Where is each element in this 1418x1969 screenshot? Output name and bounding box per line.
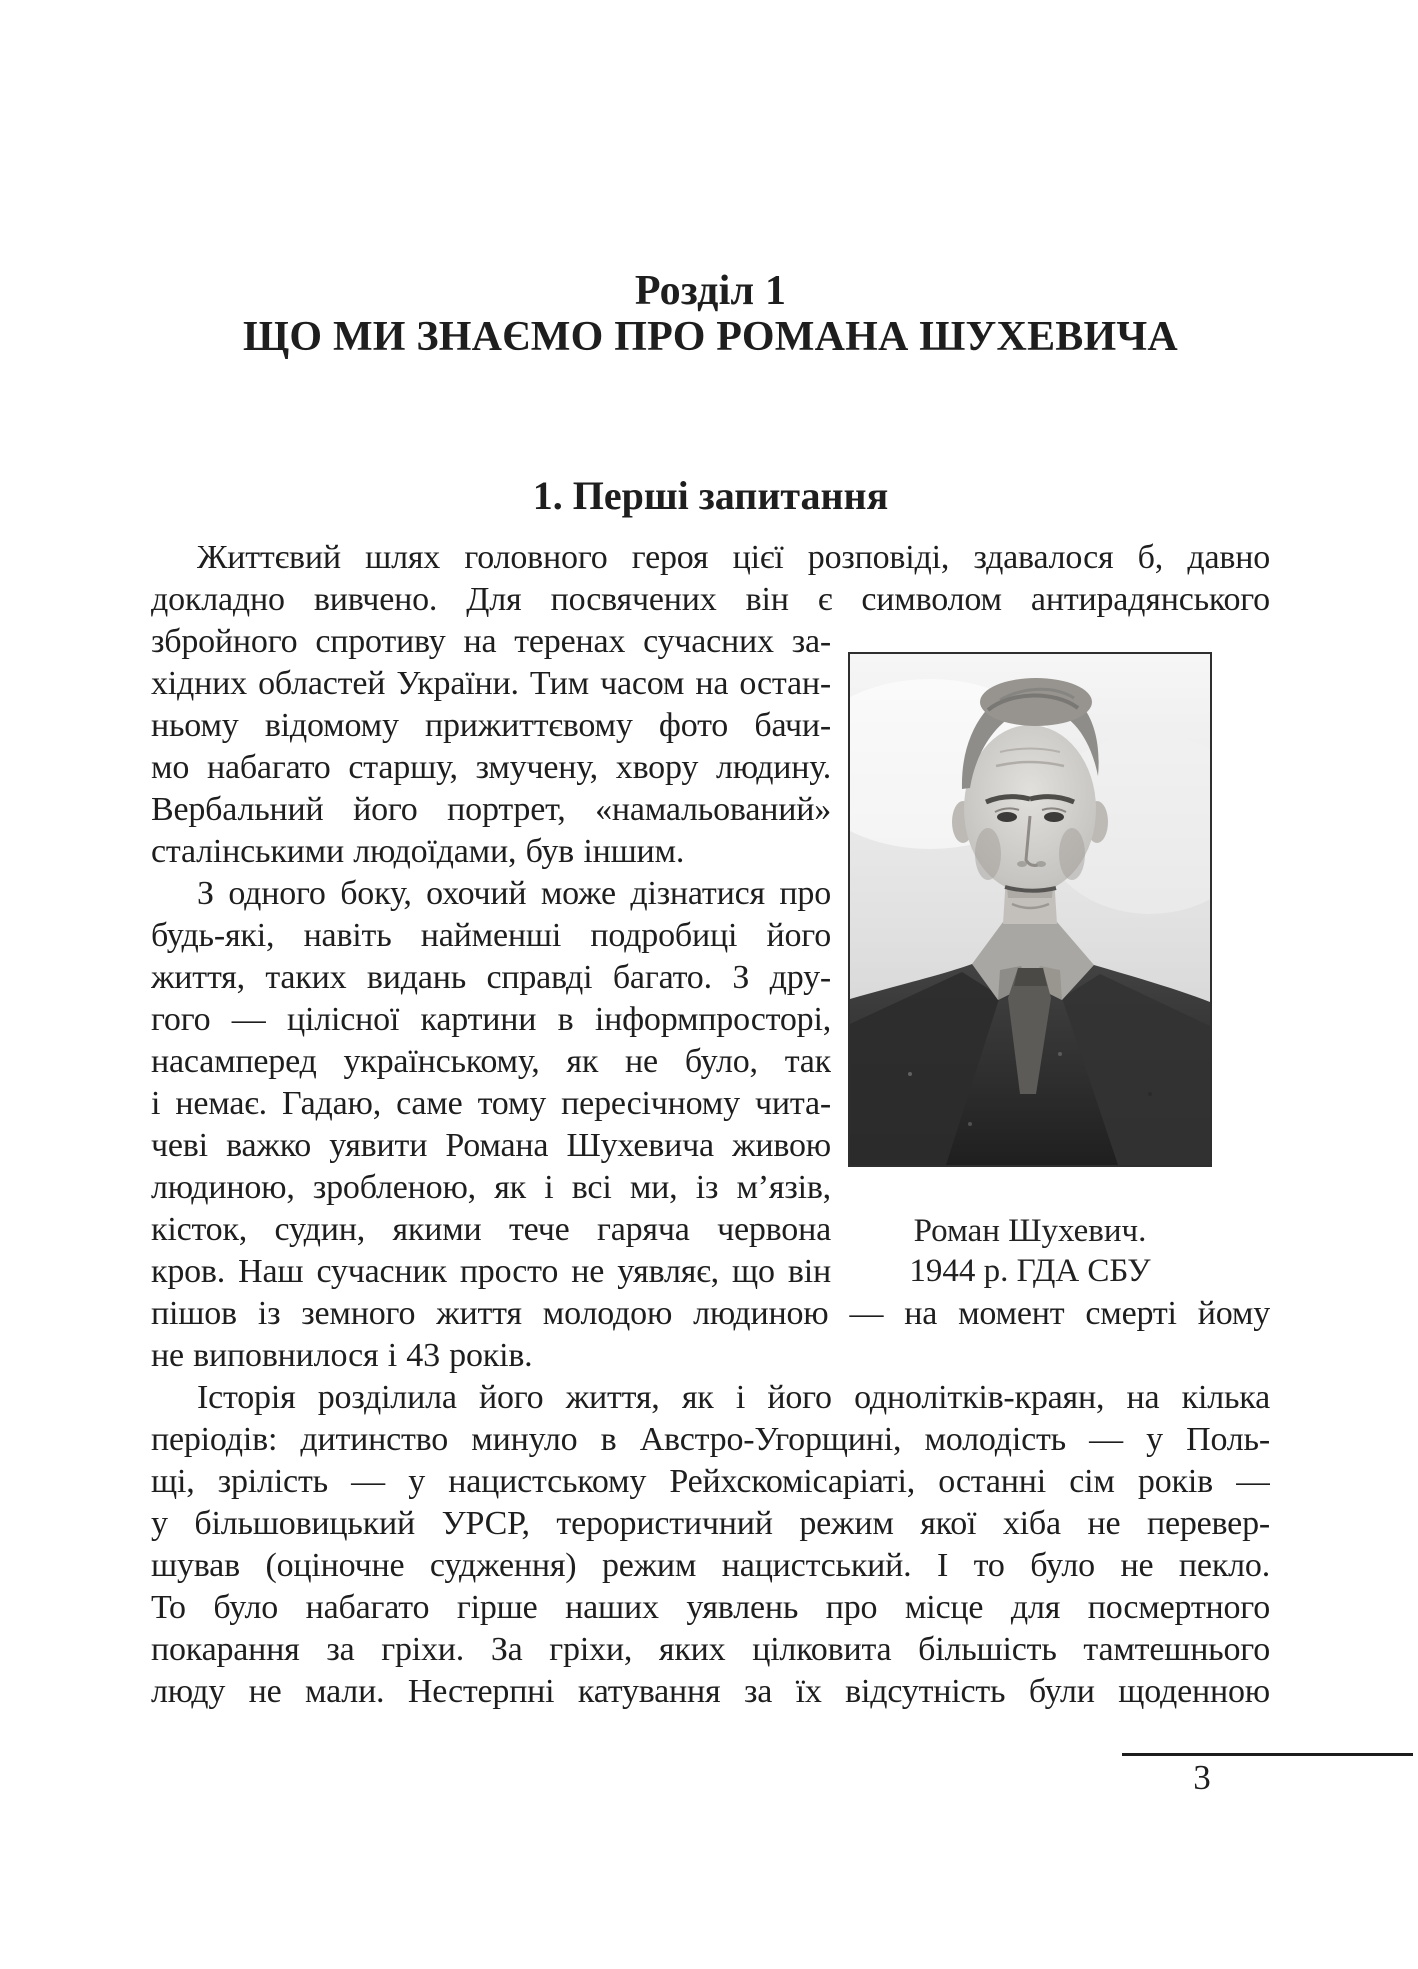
body-line: люду не мали. Нестерпні катування за їх відсутність були щоденною xyxy=(151,1673,1270,1710)
body-line: періодів: дитинство минуло в Австро-Угорщині, молодість — у Поль- xyxy=(151,1421,1270,1458)
body-line: пішов із земного життя молодою людиною — на момент смерті йому xyxy=(151,1295,1270,1332)
body-line: не виповнилося і 43 років. xyxy=(151,1337,533,1374)
body-line: збройного спротиву на теренах сучасних за- xyxy=(151,623,831,660)
body-line: покарання за гріхи. За гріхи, яких цілковита більшість тамтешнього xyxy=(151,1631,1270,1668)
body-line: шував (оціночне судження) режим нацистський. І то було не пекло. xyxy=(151,1547,1270,1584)
section-heading: 1. Перші запитання xyxy=(532,473,889,518)
body-line: То було набагато гірше наших уявлень про місце для посмертного xyxy=(151,1589,1270,1626)
body-line: людиною, зробленою, як і всі ми, із м’язів, xyxy=(151,1169,831,1206)
body-line: Вербальний його портрет, «намальований» xyxy=(151,791,831,828)
body-line: будь-які, навіть найменші подробиці його xyxy=(151,917,831,954)
body-line: сталінськими людоїдами, був іншим. xyxy=(151,833,685,870)
body-line: у більшовицький УРСР, терористичний режим якої хіба не перевер- xyxy=(151,1505,1270,1542)
body-line: Історія розділила його життя, як і його однолітків-краян, на кілька xyxy=(197,1379,1270,1416)
body-line: чеві важко уявити Романа Шухевича живою xyxy=(151,1127,831,1164)
portrait-photo xyxy=(848,652,1212,1167)
body-line: мо набагато старшу, змучену, хвору людину. xyxy=(151,749,831,786)
body-line: щі, зрілість — у нацистському Рейхскомісаріаті, останні сім років — xyxy=(151,1463,1270,1500)
body-line: Життєвий шлях головного героя цієї розповіді, здавалося б, давно xyxy=(197,539,1270,576)
photo-caption-line1: Роман Шухевич. xyxy=(913,1213,1147,1249)
footer-rule xyxy=(1122,1753,1413,1756)
portrait-photo-image xyxy=(850,654,1210,1165)
body-line: З одного боку, охочий може дізнатися про xyxy=(197,875,831,912)
body-line: насамперед українському, як не було, так xyxy=(151,1043,831,1080)
body-line: гого — цілісної картини в інформпросторі, xyxy=(151,1001,831,1038)
body-line: кісток, судин, якими тече гаряча червона xyxy=(151,1211,831,1248)
page-number: 3 xyxy=(1193,1758,1211,1797)
chapter-number: Розділ 1 xyxy=(634,268,787,314)
paragraph-3 xyxy=(151,1377,1270,1713)
body-line: ньому відомому прижиттєвому фото бачи- xyxy=(151,707,831,744)
photo-caption xyxy=(848,1211,1212,1291)
body-line: і немає. Гадаю, саме тому пересічному чита- xyxy=(151,1085,831,1122)
body-line: хідних областей України. Тим часом на остан- xyxy=(151,665,831,702)
chapter-heading xyxy=(151,268,1270,360)
body-line: кров. Наш сучасник просто не уявляє, що він xyxy=(151,1253,831,1290)
chapter-title: ЩО МИ ЗНАЄМО ПРО РОМАНА ШУХЕВИЧА xyxy=(243,314,1178,360)
body-line: докладно вивчено. Для посвячених він є символом антирадянського xyxy=(151,581,1270,618)
body-line: життя, таких видань справді багато. З дру- xyxy=(151,959,831,996)
photo-caption-line2: 1944 р. ГДА СБУ xyxy=(909,1253,1151,1289)
